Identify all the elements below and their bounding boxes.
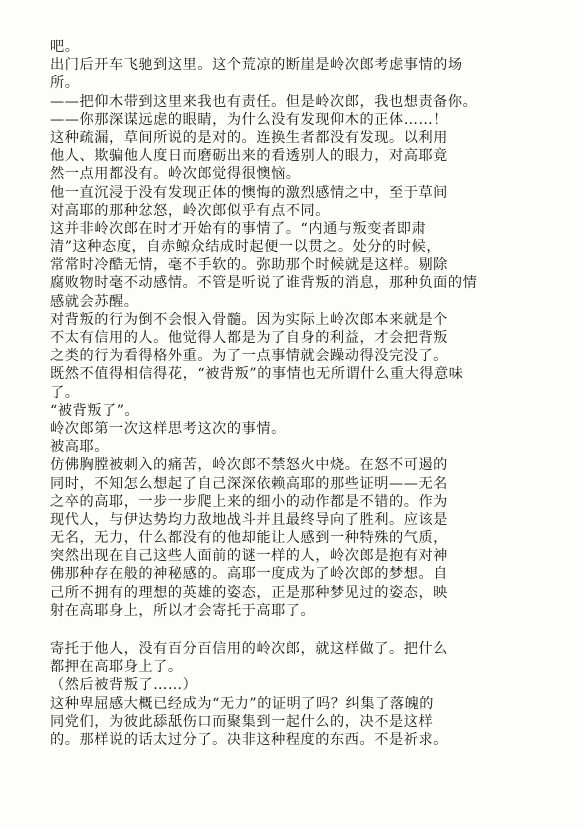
text-line: 岭次郎第一次这样思考这次的事情。	[50, 420, 286, 437]
text-line: 常常时冷酷无情，毫不手软的。弥助那个时候就是这样。剔除	[50, 257, 448, 274]
text-line: 这种疏漏，草间所说的是对的。连换生者都没有发现。以利用	[50, 129, 448, 146]
text-line: 对高耶的那种忿怒，岭次郎似乎有点不同。	[50, 202, 331, 219]
text-line: ——你那深谋远虑的眼睛，为什么没有发现仰木的正体……！	[50, 111, 448, 128]
text-line: 了。	[50, 384, 80, 401]
text-line: 不太有信用的人。他觉得人都是为了自身的利益，才会把背叛	[50, 330, 448, 346]
text-line: 佛那种存在般的神秘感的。高耶一度成为了岭次郎的梦想。自	[50, 566, 448, 583]
text-line: 无名，无力，什么都没有的他却能让人感到一种特殊的气质，	[50, 530, 448, 547]
text-line: 他人、欺骗他人度日而磨砺出来的看透别人的眼力，对高耶竟	[50, 148, 448, 165]
text-line: 他一直沉浸于没有发现正体的懊悔的激烈感情之中，至于草间	[50, 184, 448, 201]
text-line: 出门后开车飞驰到这里。这个荒凉的断崖是岭次郎考虑事情的场	[50, 57, 463, 74]
text-line: 然一点用都没有。岭次郎觉得很懊恼。	[50, 166, 301, 183]
text-line: 之卒的高耶，一步一步爬上来的细小的动作都是不错的。作为	[50, 493, 448, 510]
text-line: 所。	[50, 75, 80, 92]
text-line: （然后被背叛了……）	[50, 677, 198, 694]
text-line: 这并非岭次郎在时才开始有的事情了。“内通与叛变者即肃	[50, 220, 427, 237]
text-line: 对背叛的行为倒不会恨入骨髓。因为实际上岭次郎本来就是个	[50, 311, 448, 328]
text-line: 都押在高耶身上了。	[50, 659, 183, 676]
text-line: 己所不拥有的理想的英雄的姿态，正是那种梦见过的姿态，映	[50, 584, 448, 601]
text-line: 这种卑屈感大概已经成为“无力”的证明了吗？纠集了落魄的	[50, 695, 435, 712]
text-line: 的。那样说的话太过分了。决非这种程度的东西。不是祈求。	[50, 731, 448, 748]
text-line: ——把仰木带到这里来我也有责任。但是岭次郎，我也想责备你。	[50, 93, 478, 110]
text-line: 清”这种态度，自赤鲸众结成时起便一以贯之。处分的时候，	[50, 239, 441, 256]
text-line: 既然不值得相信得花，“被背叛”的事情也无所谓什么重大得意味	[50, 366, 464, 383]
text-line: 被高耶。	[50, 439, 109, 456]
text-line: 感就会苏醒。	[50, 293, 139, 310]
text-line: 同党们，为彼此舔舐伤口而聚集到一起什么的，决不是这样	[50, 713, 434, 730]
text-line: 吧。	[50, 39, 80, 55]
text-line: 之类的行为看得格外重。为了一点事情就会躁动得没完没了。	[50, 348, 448, 365]
text-line: 寄托于他人，没有百分百信用的岭次郎，就这样做了。把什么	[50, 641, 448, 657]
text-line: 同时，不知怎么想起了自己深深依赖高耶的那些证明——无名	[50, 475, 448, 492]
text-line: 现代人，与伊达势均力敌地战斗并且最终导向了胜利。应该是	[50, 511, 448, 528]
paragraph-gap	[50, 620, 550, 640]
text-line: 仿佛胸膛被刺入的痛苦，岭次郎不禁怒火中烧。在怒不可遏的	[50, 457, 448, 474]
text-line: 突然出现在自己这些人面前的谜一样的人，岭次郎是抱有对神	[50, 548, 448, 565]
text-line: “被背叛了”。	[50, 402, 140, 419]
text-line: 腐败物时毫不动感情。不管是听说了谁背叛的消息，那种负面的情	[50, 275, 478, 292]
document-body	[50, 38, 550, 749]
text-line: 射在高耶身上，所以才会寄托于高耶了。	[50, 602, 316, 619]
